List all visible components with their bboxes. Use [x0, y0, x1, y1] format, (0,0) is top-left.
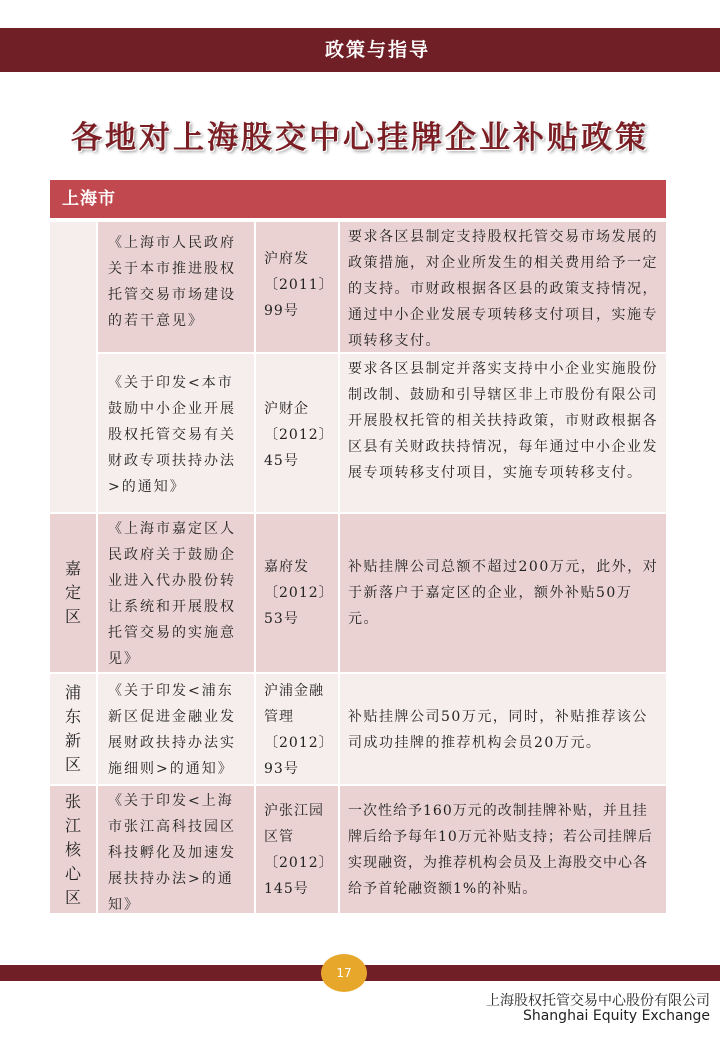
number-cell — [256, 514, 338, 672]
document-cell — [98, 354, 254, 512]
policy-description: 要求各区县制定支持股权托管交易市场发展的政策措施，对企业所发生的相关费用给予一定的支持。市财政根据各区县的政策支持情况，通过中小企业发展专项转移支付项目，实施专项转移支付。 — [348, 229, 658, 349]
description-cell — [340, 222, 666, 352]
region-cell — [50, 786, 96, 913]
region-label: 嘉定区 — [64, 559, 81, 626]
document-number: 嘉府发〔2012〕53号 — [264, 559, 334, 627]
region-cell — [50, 222, 96, 512]
policy-description: 补贴挂牌公司总额不超过200万元，此外，对于新落户于嘉定区的企业，额外补贴50万元。 — [348, 559, 659, 627]
document-cell — [98, 514, 254, 672]
document-title: 《上海市人民政府关于本市推进股权托管交易市场建设的若干意见》 — [108, 235, 236, 329]
policy-description: 要求各区县制定并落实支持中小企业实施股份制改制、鼓励和引导辖区非上市股份有限公司开展股权托管的相关扶持政策，市财政根据各区县有关财政扶持情况，每年通过中小企业发展专项转移支付项目，实施专项转移支付。 — [348, 361, 658, 481]
description-cell — [340, 786, 666, 913]
region-label: 张江核心区 — [64, 791, 81, 907]
description-cell — [340, 674, 666, 784]
document-title: 《上海市嘉定区人民政府关于鼓励企业进入代办股份转让系统和开展股权托管交易的实施意见》 — [108, 521, 236, 667]
document-title: 《关于印发<本市鼓励中小企业开展股权托管交易有关财政专项扶持办法>的通知》 — [108, 375, 236, 495]
number-cell — [256, 674, 338, 784]
number-cell — [256, 786, 338, 913]
section-banner — [0, 28, 720, 72]
document-title: 《关于印发<浦东新区促进金融业发展财政扶持办法实施细则>的通知》 — [108, 683, 236, 777]
document-title: 《关于印发<上海市张江高科技园区科技孵化及加速发展扶持办法>的通知》 — [108, 793, 236, 913]
document-number: 沪张江园区管〔2012〕145号 — [264, 803, 334, 897]
page-title: 各地对上海股交中心挂牌企业补贴政策 — [71, 120, 649, 156]
region-cell — [50, 674, 96, 784]
page-number: 17 — [321, 954, 367, 992]
footer-company-cn: 上海股权托管交易中心股份有限公司 — [486, 993, 710, 1009]
description-cell — [340, 354, 666, 512]
region-cell — [50, 514, 96, 672]
policy-description: 一次性给予160万元的改制挂牌补贴，并且挂牌后给予每年10万元补贴支持；若公司挂牌后实现融资，为推荐机构会员及上海股交中心各给予首轮融资额1%的补贴。 — [348, 803, 653, 897]
section-title: 政策与指导 — [324, 39, 430, 61]
region-header: 上海市 — [50, 180, 666, 218]
number-cell — [256, 222, 338, 352]
document-cell — [98, 674, 254, 784]
document-number: 沪府发〔2011〕99号 — [264, 251, 334, 319]
number-cell — [256, 354, 338, 512]
document-cell — [98, 786, 254, 913]
document-number: 沪浦金融管理〔2012〕93号 — [264, 683, 334, 777]
document-number: 沪财企〔2012〕45号 — [264, 401, 334, 469]
footer-company-en: Shanghai Equity Exchange — [522, 1008, 710, 1024]
subsidy-table — [50, 180, 666, 913]
description-cell — [340, 514, 666, 672]
document-cell — [98, 222, 254, 352]
region-label: 浦东新区 — [64, 683, 81, 774]
policy-description: 补贴挂牌公司50万元，同时，补贴推荐该公司成功挂牌的推荐机构会员20万元。 — [348, 709, 648, 751]
